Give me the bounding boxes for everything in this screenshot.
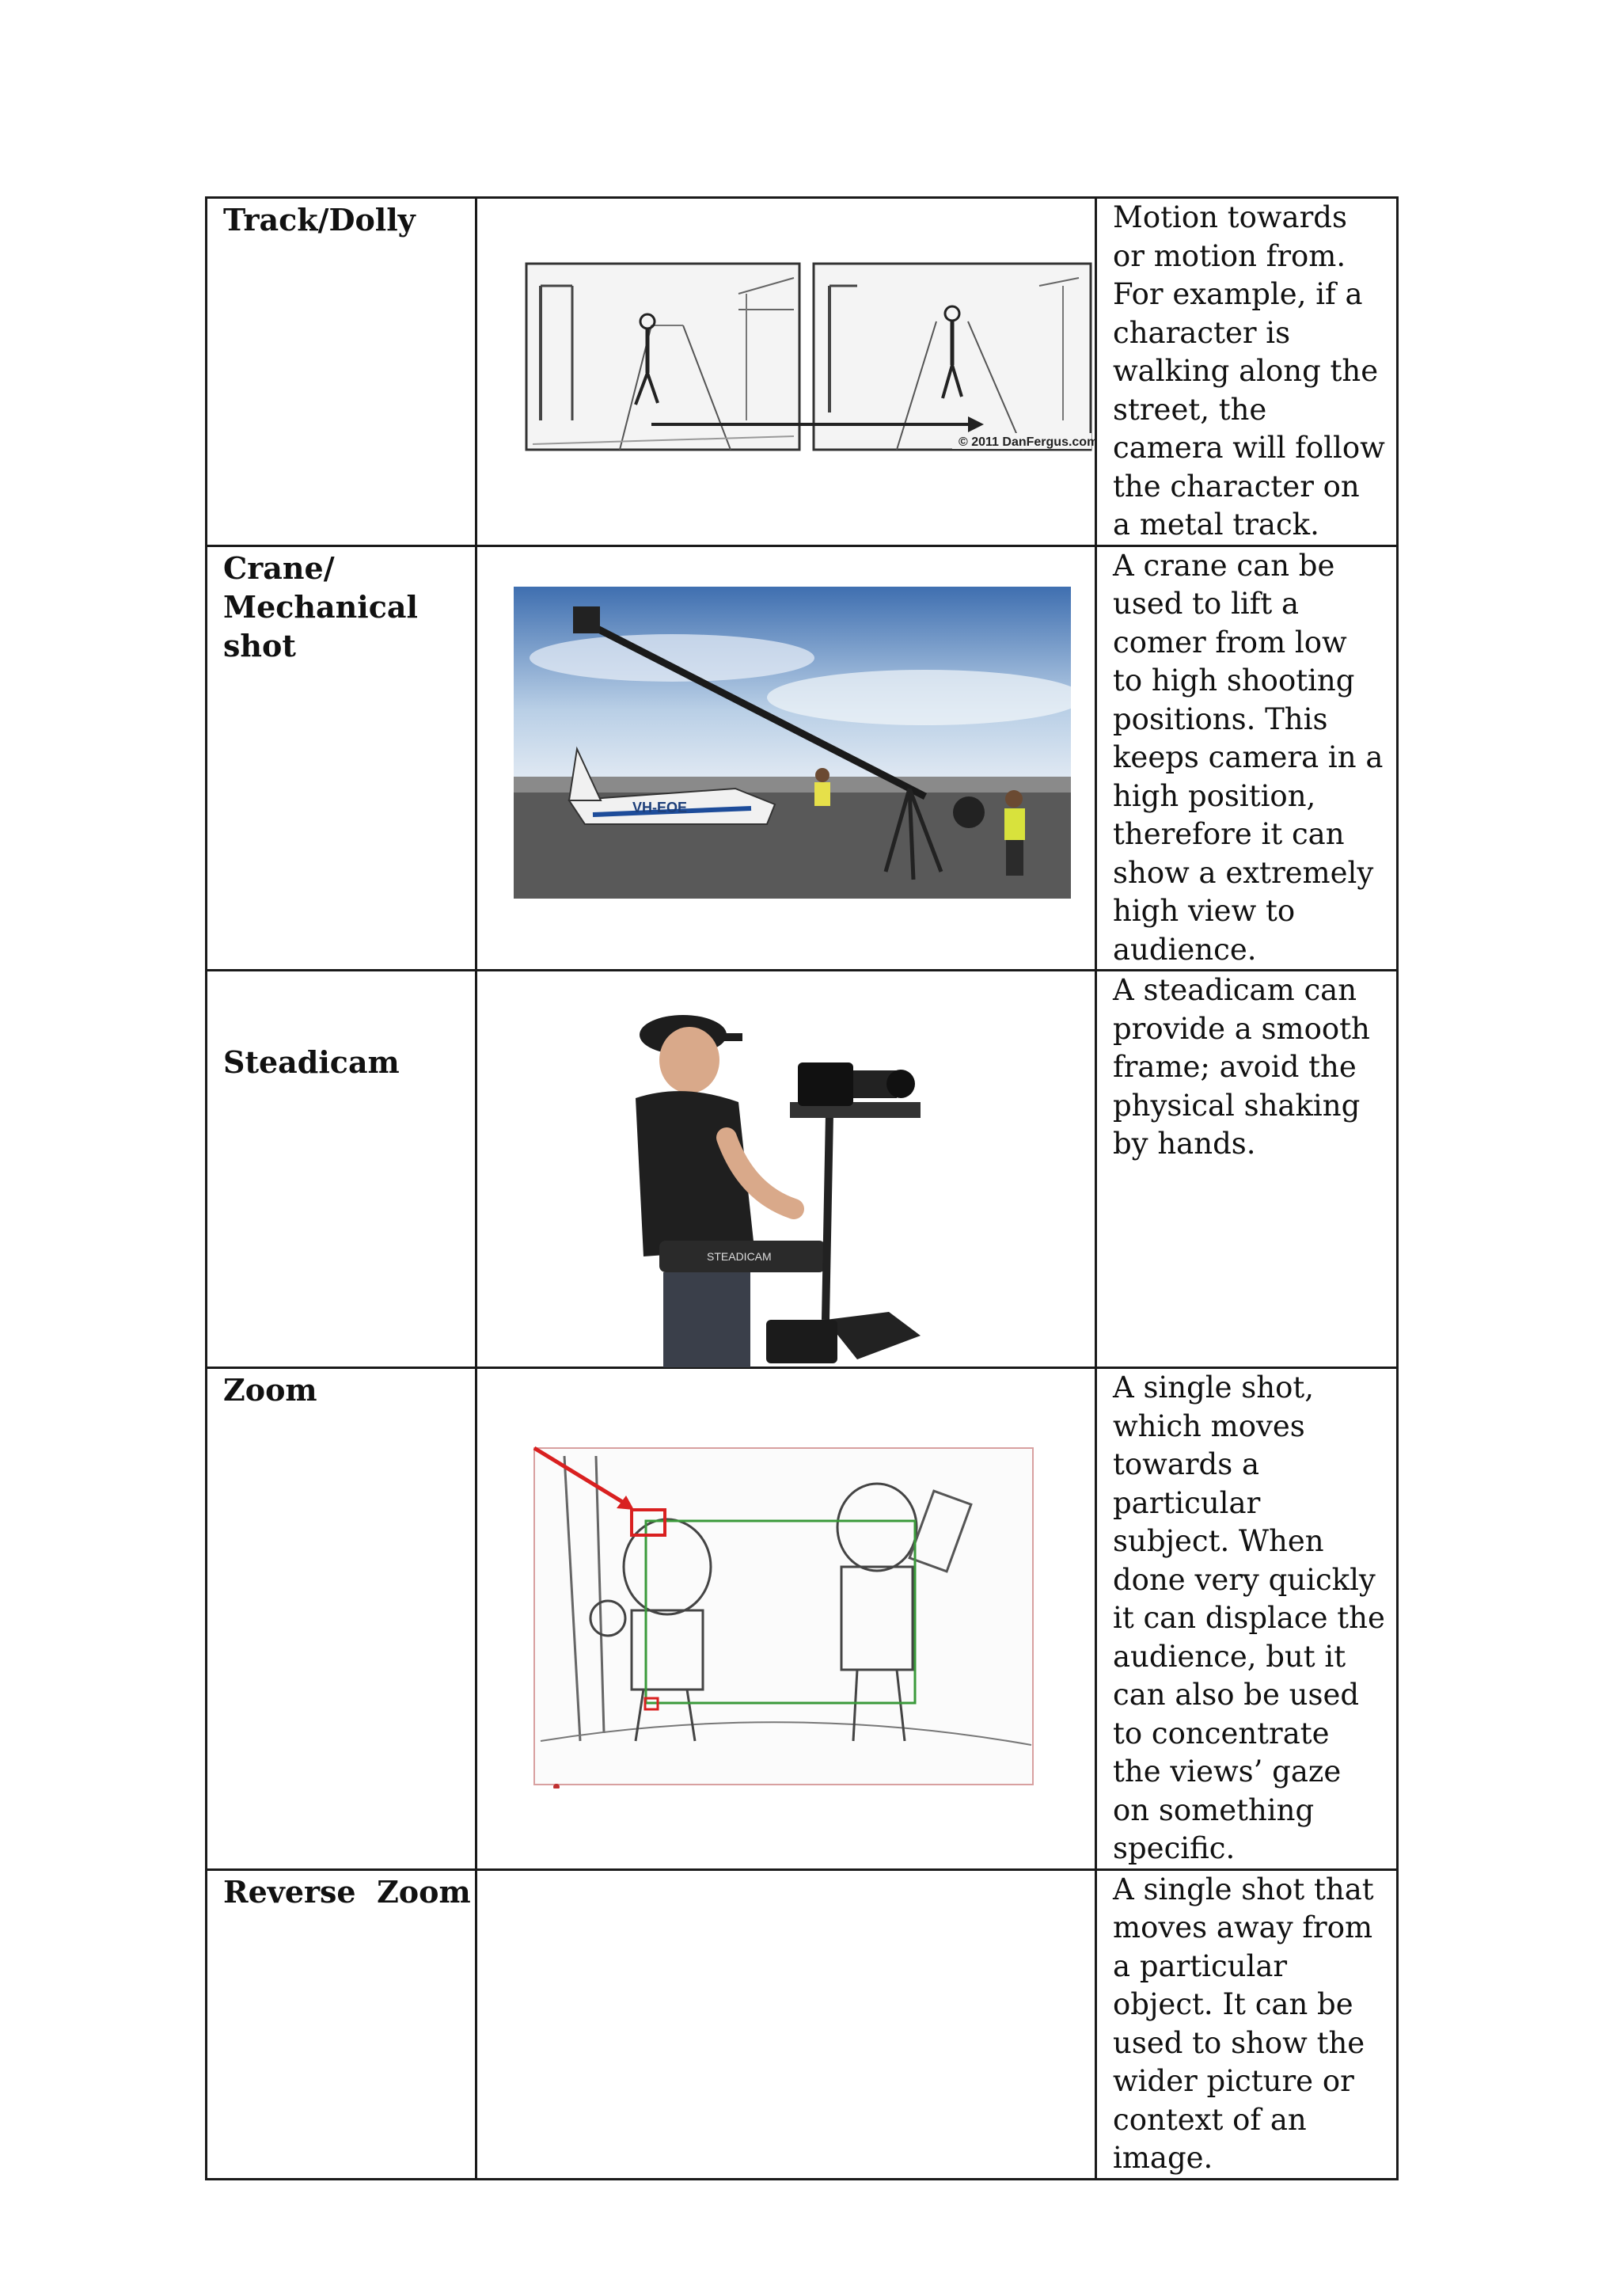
term-cell	[207, 545, 476, 971]
description-cell	[1096, 1368, 1398, 1870]
description-crane: A crane can be used to lift a comer from low to high shooting positions. This keeps camera in a high position, therefore it can show a extremely high view to audience.	[1113, 548, 1384, 967]
svg-text:VH-EOE: VH-EOE	[632, 799, 688, 815]
description-reverse-zoom: A single shot that moves away from a particular object. It can be used to show the wider picture or context of an image.	[1113, 1872, 1374, 2175]
term-cell	[207, 1368, 476, 1870]
table-row	[207, 971, 1398, 1368]
term-crane: Crane/ Mechanical shot	[223, 549, 418, 663]
description-cell	[1096, 198, 1398, 546]
svg-text:STEADICAM: STEADICAM	[707, 1250, 772, 1263]
table-row	[207, 1368, 1398, 1870]
term-track-dolly: Track/Dolly	[223, 202, 416, 238]
description-zoom: A single shot, which moves towards a particular subject. When done very quickly it can displace the audience, but it can also be used to concentrate the views’ gaze on something specific.	[1113, 1370, 1385, 1865]
watermark-caption: © 2011 DanFergus.com	[959, 435, 1095, 449]
crane-photo-image	[514, 587, 1071, 902]
image-cell	[476, 545, 1096, 971]
term-zoom: Zoom	[223, 1372, 317, 1408]
term-steadicam: Steadicam	[223, 1044, 400, 1080]
image-cell	[476, 198, 1096, 546]
steadicam-operator-image	[588, 987, 952, 1370]
table-row	[207, 545, 1398, 971]
description-steadicam: A steadicam can provide a smooth frame; avoid the physical shaking by hands.	[1113, 973, 1370, 1161]
table-row	[207, 198, 1398, 546]
description-track-dolly: Motion towards or motion from. For example, if a character is walking along the street, the camera will follow the character on a metal track.	[1113, 200, 1385, 542]
term-reverse-zoom: Reverse Zoom	[223, 1873, 471, 1910]
table-row	[207, 1869, 1398, 2179]
description-cell	[1096, 1869, 1398, 2179]
term-cell	[207, 198, 476, 546]
description-cell	[1096, 545, 1398, 971]
image-cell	[476, 971, 1096, 1368]
image-cell	[476, 1368, 1096, 1870]
image-cell	[476, 1869, 1096, 2179]
term-cell	[207, 971, 476, 1368]
storyboard-sketch-track-image	[525, 262, 1095, 455]
storyboard-sketch-zoom-image	[517, 1440, 1055, 1792]
term-cell	[207, 1869, 476, 2179]
camera-movement-table	[205, 196, 1399, 2180]
description-cell	[1096, 971, 1398, 1368]
